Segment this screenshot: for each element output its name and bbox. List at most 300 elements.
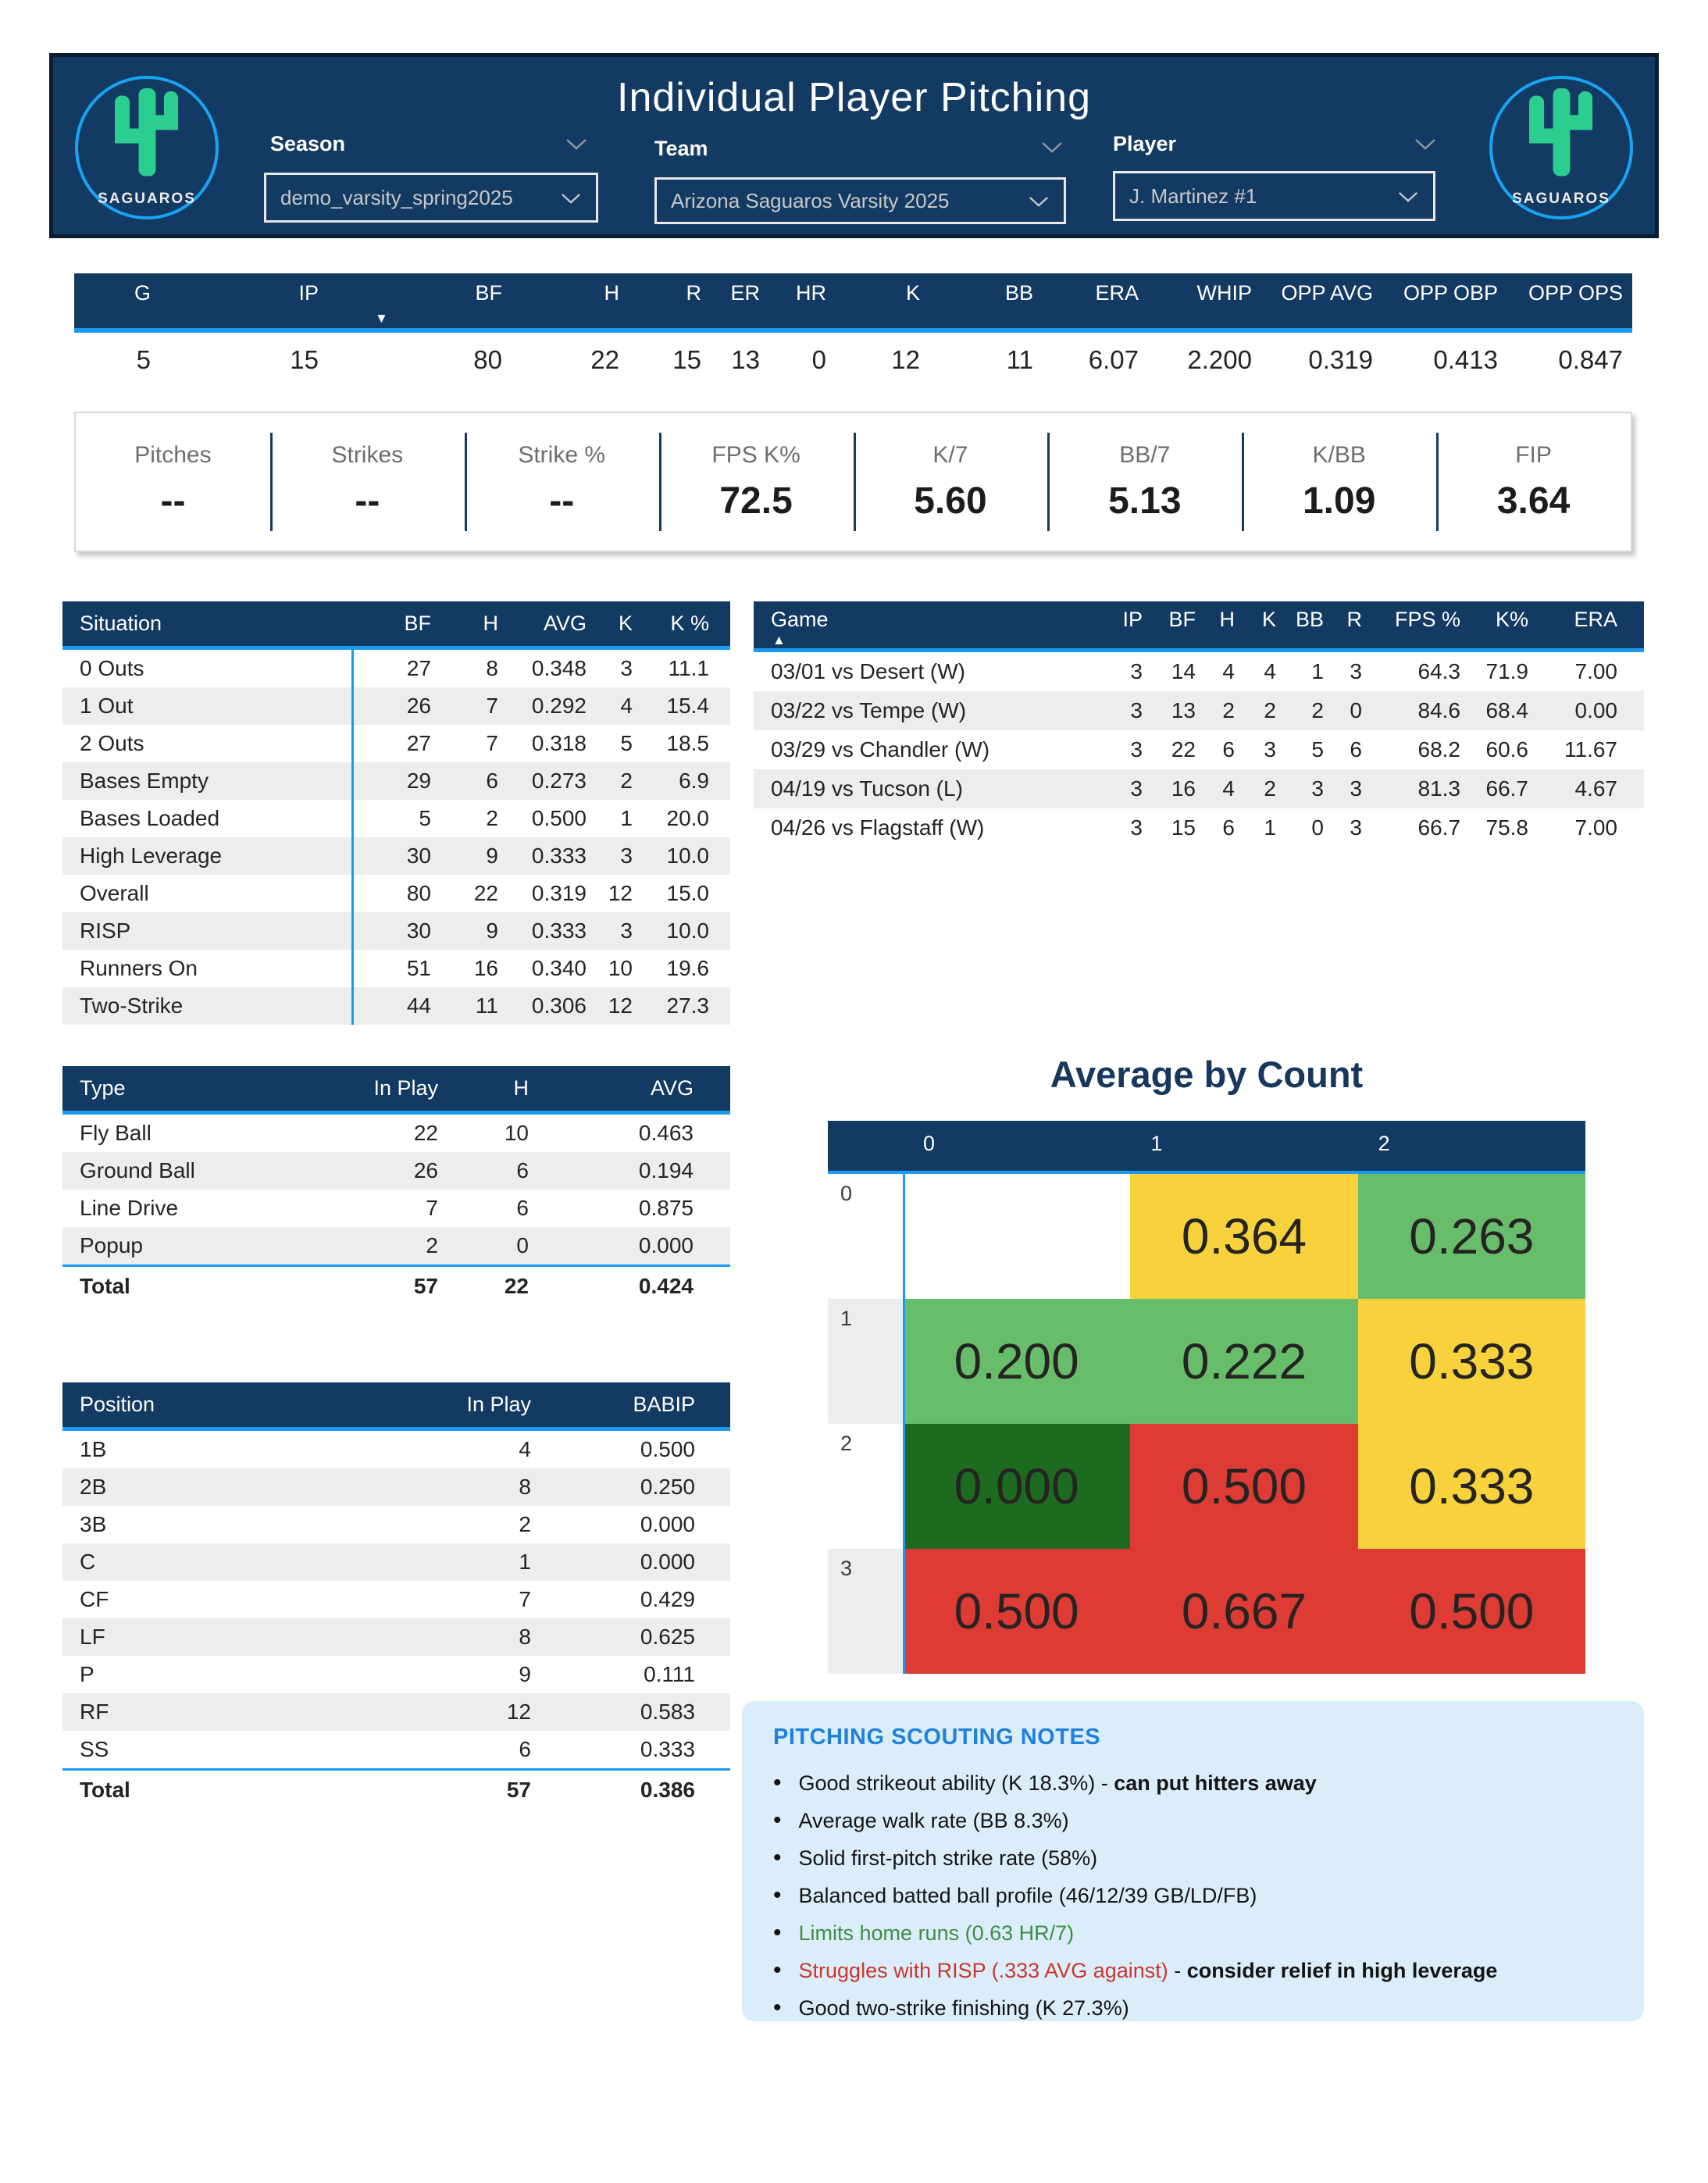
heatmap-cell[interactable] xyxy=(903,1174,1130,1299)
table-row[interactable] xyxy=(754,730,1644,769)
table-cell: 9 xyxy=(486,919,498,943)
column-header-r[interactable]: R xyxy=(1346,608,1362,631)
column-header-situation[interactable]: Situation xyxy=(80,612,162,635)
table-cell: 27 xyxy=(406,731,431,755)
table-row[interactable] xyxy=(62,837,730,875)
table-cell: 0 xyxy=(1311,815,1324,840)
table-cell: 2 xyxy=(1311,698,1324,722)
column-header-ip[interactable]: IP xyxy=(298,281,319,305)
kpi-card-value: 1.09 xyxy=(1302,480,1376,522)
heatmap-row xyxy=(828,1174,1585,1299)
table-cell: 80 xyxy=(406,881,431,905)
table-cell: 3 xyxy=(1264,737,1276,762)
table-cell: 0 Outs xyxy=(80,656,144,680)
table-cell: 6 xyxy=(1222,737,1235,762)
column-header-er[interactable]: ER xyxy=(730,281,760,305)
heatmap-body xyxy=(828,1174,1585,1674)
table-cell: 0.318 xyxy=(531,731,587,755)
table-cell: 0.333 xyxy=(531,844,587,868)
table-cell: Ground Ball xyxy=(80,1158,195,1182)
column-header-h[interactable]: H xyxy=(1219,608,1235,631)
heatmap-cell[interactable]: 0.500 xyxy=(903,1549,1130,1674)
table-cell: 11 xyxy=(1006,345,1033,374)
team-dropdown[interactable] xyxy=(654,177,1066,224)
table-cell: 11.67 xyxy=(1564,737,1617,762)
table-cell: 0.413 xyxy=(1433,345,1498,374)
logo-text: SAGUAROS xyxy=(98,190,196,207)
header-banner xyxy=(49,53,1659,238)
position-table-body xyxy=(62,1431,730,1768)
table-row[interactable] xyxy=(62,1731,730,1768)
kpi-card-k-bb xyxy=(1242,413,1436,551)
table-cell: 26 xyxy=(413,1158,438,1182)
player-dropdown-value: J. Martinez #1 xyxy=(1129,184,1257,208)
table-cell: 04/19 vs Tucson (L) xyxy=(771,776,963,801)
table-cell: 22 xyxy=(1171,737,1196,762)
column-header-era[interactable]: ERA xyxy=(1095,281,1139,305)
column-header-h[interactable]: H xyxy=(604,281,619,305)
column-header-k[interactable]: K xyxy=(905,281,920,305)
table-cell: 0.306 xyxy=(531,993,587,1018)
column-header-opp-avg[interactable]: OPP AVG xyxy=(1281,281,1373,305)
table-cell: 1 xyxy=(1311,659,1324,683)
table-cell: 66.7 xyxy=(1417,815,1460,840)
heatmap-column-header[interactable]: 1 xyxy=(1150,1132,1163,1155)
table-cell: 57 xyxy=(506,1777,531,1802)
table-cell: 3 xyxy=(1130,659,1143,683)
column-divider-line xyxy=(903,1174,905,1674)
heatmap-row xyxy=(828,1299,1585,1424)
table-row[interactable] xyxy=(74,333,1632,398)
situation-split-table xyxy=(62,601,730,1025)
table-cell: 3B xyxy=(80,1512,107,1536)
table-cell: 4 xyxy=(1222,659,1235,683)
table-cell: 0.273 xyxy=(531,769,587,793)
table-row[interactable] xyxy=(754,652,1644,691)
column-header-k-[interactable]: K % xyxy=(670,612,709,635)
table-cell: 1 Out xyxy=(80,694,134,718)
heatmap-cell[interactable]: 0.263 xyxy=(1358,1174,1585,1299)
table-cell: Popup xyxy=(80,1233,143,1257)
chevron-down-icon xyxy=(1028,189,1050,213)
table-cell: 0.500 xyxy=(640,1437,695,1461)
column-header-k-[interactable]: K% xyxy=(1495,608,1528,631)
table-cell: 15.0 xyxy=(666,881,709,905)
column-header-fps-[interactable]: FPS % xyxy=(1394,608,1460,631)
column-header-avg[interactable]: AVG xyxy=(543,612,587,635)
table-cell: Line Drive xyxy=(80,1196,179,1220)
table-cell: 30 xyxy=(406,919,431,943)
table-cell: 10 xyxy=(608,956,633,980)
column-header-k[interactable]: K xyxy=(1261,608,1276,631)
table-row[interactable] xyxy=(62,1227,730,1264)
note-text: Limits home runs (0.63 HR/7) xyxy=(798,1921,1075,1945)
column-header-in-play[interactable]: In Play xyxy=(373,1076,438,1100)
table-cell: 22 xyxy=(504,1273,529,1298)
table-cell: CF xyxy=(80,1587,109,1611)
kpi-card-bb-7 xyxy=(1047,413,1242,551)
table-cell: 19.6 xyxy=(666,956,709,980)
kpi-card-label: Strike % xyxy=(518,441,606,468)
table-cell: 6 xyxy=(516,1196,529,1220)
table-cell: 75.8 xyxy=(1485,815,1528,840)
kpi-card-label: Pitches xyxy=(134,441,212,468)
column-header-ip[interactable]: IP xyxy=(1122,608,1143,631)
table-cell: Bases Loaded xyxy=(80,806,220,830)
table-cell: 27.3 xyxy=(666,993,709,1018)
table-cell: 7 xyxy=(519,1587,531,1611)
column-header-game[interactable]: Game ▲ xyxy=(771,608,829,647)
triangle-down-icon: ▼ xyxy=(375,311,388,326)
table-cell: 68.2 xyxy=(1417,737,1460,762)
note-text: Struggles with RISP (.333 AVG against) xyxy=(798,1959,1168,1982)
heatmap-cell[interactable]: 0.364 xyxy=(1130,1174,1357,1299)
table-cell: 15 xyxy=(290,345,319,374)
table-cell: 12 xyxy=(608,881,633,905)
column-header-h[interactable]: H xyxy=(483,612,498,635)
table-cell: 2 xyxy=(486,806,498,830)
table-cell: 0.333 xyxy=(531,919,587,943)
table-cell: 0.319 xyxy=(531,881,587,905)
table-cell: 5 xyxy=(136,345,151,374)
column-header-bf[interactable]: BF ▼ xyxy=(375,281,502,326)
kpi-card-value: -- xyxy=(160,480,186,522)
table-cell: 3 xyxy=(1350,776,1362,801)
table-cell: 0.463 xyxy=(638,1121,694,1145)
kpi-card-label: BB/7 xyxy=(1119,441,1171,468)
note-text: consider relief in high leverage xyxy=(1186,1959,1498,1982)
table-cell: 20.0 xyxy=(666,806,709,830)
table-cell: 12 xyxy=(506,1700,531,1724)
heatmap-row-label: 3 xyxy=(828,1549,903,1674)
table-cell: 10.0 xyxy=(666,919,709,943)
table-row[interactable] xyxy=(62,1190,730,1227)
table-cell: 2 Outs xyxy=(80,731,144,755)
table-cell: 9 xyxy=(519,1662,531,1686)
scouting-notes-title: PITCHING SCOUTING NOTES xyxy=(773,1725,1101,1750)
table-cell: 3 xyxy=(620,656,633,680)
table-row[interactable] xyxy=(62,950,730,987)
table-cell: 12 xyxy=(608,993,633,1018)
scouting-notes-list xyxy=(773,1764,1613,2027)
table-cell: Total xyxy=(80,1273,130,1298)
column-header-bb[interactable]: BB xyxy=(1295,608,1324,631)
situation-table-header xyxy=(62,601,730,646)
column-header-opp-obp[interactable]: OPP OBP xyxy=(1403,281,1498,305)
heatmap-row xyxy=(828,1424,1585,1549)
player-slicer-label: Player xyxy=(1113,132,1177,155)
table-row[interactable] xyxy=(62,725,730,762)
kpi-card-label: K/BB xyxy=(1312,441,1366,468)
table-cell: 8 xyxy=(486,656,498,680)
kpi-card-label: FIP xyxy=(1515,441,1552,468)
type-table-header xyxy=(62,1066,730,1111)
table-cell: 84.6 xyxy=(1417,698,1460,722)
table-cell: 12 xyxy=(891,345,920,374)
note-text: Average walk rate (BB 8.3%) xyxy=(798,1809,1069,1832)
table-cell: 2 xyxy=(620,769,633,793)
table-row[interactable] xyxy=(62,1693,730,1731)
table-row[interactable] xyxy=(62,1656,730,1693)
table-cell: 7 xyxy=(486,731,498,755)
heatmap-title: Average by Count xyxy=(1050,1054,1364,1095)
table-row[interactable] xyxy=(754,691,1644,730)
note-text: Good two-strike finishing (K 27.3%) xyxy=(798,1996,1129,2020)
kpi-card-fps-k- xyxy=(659,413,854,551)
table-cell: 0.333 xyxy=(640,1737,695,1761)
table-cell: 6.9 xyxy=(679,769,709,793)
table-cell: 2 xyxy=(1264,776,1276,801)
table-cell: RISP xyxy=(80,919,131,943)
heatmap-corner-cell xyxy=(828,1121,903,1171)
season-dropdown-value: demo_varsity_spring2025 xyxy=(280,185,513,209)
table-row[interactable] xyxy=(62,800,730,837)
table-cell: 03/22 vs Tempe (W) xyxy=(771,698,967,722)
note-item xyxy=(773,1877,1613,1914)
table-cell: RF xyxy=(80,1700,109,1724)
table-row[interactable] xyxy=(62,1543,730,1581)
season-dropdown[interactable] xyxy=(264,173,598,223)
kpi-card-value: 3.64 xyxy=(1496,480,1571,522)
position-babip-table xyxy=(62,1382,730,1809)
table-row[interactable] xyxy=(62,875,730,912)
heatmap-cell[interactable]: 0.333 xyxy=(1358,1299,1585,1424)
note-item xyxy=(773,1764,1613,1802)
column-header-hr[interactable]: HR xyxy=(796,281,826,305)
kpi-card-label: Strikes xyxy=(331,441,404,468)
heatmap-header-row xyxy=(828,1121,1585,1171)
chevron-down-icon[interactable] xyxy=(1040,141,1064,158)
table-cell: 7 xyxy=(426,1196,438,1220)
column-header-bb[interactable]: BB xyxy=(1004,281,1033,305)
position-table-header xyxy=(62,1382,730,1427)
column-header-r[interactable]: R xyxy=(686,281,701,305)
table-cell: Bases Empty xyxy=(80,769,209,793)
table-cell: P xyxy=(80,1662,94,1686)
column-header-in-play[interactable]: In Play xyxy=(466,1393,531,1416)
table-cell: 0.194 xyxy=(638,1158,694,1182)
table-row[interactable] xyxy=(62,1618,730,1656)
table-cell: 5 xyxy=(1311,737,1324,762)
table-cell: 27 xyxy=(406,656,431,680)
table-cell: 0.319 xyxy=(1308,345,1373,374)
table-cell: 3 xyxy=(1311,776,1324,801)
chevron-down-icon xyxy=(1397,184,1419,209)
table-cell: 80 xyxy=(473,345,502,374)
table-row[interactable] xyxy=(754,808,1644,847)
column-header-h[interactable]: H xyxy=(513,1076,529,1100)
heatmap-column-header[interactable]: 0 xyxy=(923,1132,936,1155)
table-row[interactable] xyxy=(62,1152,730,1190)
table-cell: 4 xyxy=(519,1437,531,1461)
table-cell: High Leverage xyxy=(80,844,223,868)
batted-ball-type-table xyxy=(62,1066,730,1305)
table-cell: 66.7 xyxy=(1485,776,1528,801)
table-cell: 0.111 xyxy=(644,1662,695,1686)
table-cell: 0.000 xyxy=(638,1233,694,1257)
note-item xyxy=(773,1914,1613,1952)
table-cell: 5 xyxy=(620,731,633,755)
column-header-position[interactable]: Position xyxy=(80,1393,155,1416)
table-cell: Two-Strike xyxy=(80,993,184,1018)
scouting-notes-panel xyxy=(742,1701,1644,2021)
column-header-opp-ops[interactable]: OPP OPS xyxy=(1528,281,1623,305)
table-cell: 8 xyxy=(519,1625,531,1649)
heatmap-cell[interactable]: 0.667 xyxy=(1130,1549,1357,1674)
table-cell: 2 xyxy=(1222,698,1235,722)
summary-table-body xyxy=(74,333,1632,398)
table-cell: 0 xyxy=(1350,698,1362,722)
table-cell: 60.6 xyxy=(1485,737,1528,762)
table-cell: 0 xyxy=(811,345,826,374)
column-header-type[interactable]: Type xyxy=(80,1076,126,1100)
table-cell: 0.625 xyxy=(640,1625,695,1649)
table-cell: LF xyxy=(80,1625,105,1649)
kpi-card-row xyxy=(74,412,1632,552)
table-row[interactable] xyxy=(62,1115,730,1152)
game-log-table xyxy=(754,601,1644,847)
heatmap-cell[interactable]: 0.500 xyxy=(1358,1549,1585,1674)
table-cell: 6 xyxy=(519,1737,531,1761)
table-cell: 68.4 xyxy=(1485,698,1528,722)
team-slicer-label: Team xyxy=(654,137,708,160)
table-cell: 2.200 xyxy=(1187,345,1252,374)
table-cell: 71.9 xyxy=(1485,659,1528,683)
table-cell: 57 xyxy=(413,1273,438,1298)
heatmap-column-header[interactable]: 2 xyxy=(1378,1132,1390,1155)
kpi-card-strikes xyxy=(270,413,465,551)
kpi-card-fip xyxy=(1436,413,1631,551)
game-table-body xyxy=(754,652,1644,847)
table-cell: 29 xyxy=(406,769,431,793)
table-cell: 13 xyxy=(731,345,760,374)
column-header-babip[interactable]: BABIP xyxy=(633,1393,695,1416)
table-cell: Runners On xyxy=(80,956,198,980)
table-cell: 3 xyxy=(1350,815,1362,840)
note-text: Good strikeout ability (K 18.3%) - xyxy=(798,1771,1114,1795)
heatmap-cell[interactable]: 0.333 xyxy=(1358,1424,1585,1549)
table-cell: 4.67 xyxy=(1574,776,1617,801)
table-cell: 7 xyxy=(486,694,498,718)
table-cell: 15 xyxy=(672,345,701,374)
table-cell: 0.348 xyxy=(531,656,587,680)
table-cell: 0.00 xyxy=(1574,698,1617,722)
table-cell: 1 xyxy=(1264,815,1276,840)
column-header-k[interactable]: K xyxy=(618,612,633,635)
table-row[interactable] xyxy=(62,687,730,725)
page-title: Individual Player Pitching xyxy=(617,75,1091,120)
table-cell: 4 xyxy=(1264,659,1276,683)
heatmap-row xyxy=(828,1549,1585,1674)
kpi-card-value: 5.13 xyxy=(1108,480,1182,522)
table-cell: 0 xyxy=(516,1233,529,1257)
table-cell: 15.4 xyxy=(666,694,709,718)
kpi-card-value: -- xyxy=(549,480,575,522)
player-dropdown[interactable] xyxy=(1113,171,1435,221)
table-cell: 0.000 xyxy=(640,1512,695,1536)
table-row[interactable] xyxy=(62,762,730,800)
table-row[interactable] xyxy=(62,1506,730,1543)
kpi-card-label: K/7 xyxy=(932,441,968,468)
table-cell: 5 xyxy=(419,806,431,830)
table-cell: 03/01 vs Desert (W) xyxy=(771,659,965,683)
table-cell: 0.583 xyxy=(640,1700,695,1724)
chevron-down-icon[interactable] xyxy=(565,138,588,155)
heatmap-cell[interactable]: 0.500 xyxy=(1130,1424,1357,1549)
table-cell: 3 xyxy=(1130,776,1143,801)
table-cell: 30 xyxy=(406,844,431,868)
table-cell: 1 xyxy=(620,806,633,830)
table-row[interactable] xyxy=(62,987,730,1025)
table-cell: 9 xyxy=(486,844,498,868)
table-cell: 0.500 xyxy=(531,806,587,830)
table-row[interactable] xyxy=(754,769,1644,808)
column-header-era[interactable]: ERA xyxy=(1574,608,1617,631)
column-header-bf[interactable]: BF xyxy=(404,612,431,635)
table-cell: 22 xyxy=(413,1121,438,1145)
table-cell: 0.429 xyxy=(640,1587,695,1611)
table-cell: C xyxy=(80,1550,96,1574)
table-row[interactable] xyxy=(62,1431,730,1468)
triangle-up-icon: ▲ xyxy=(772,633,786,647)
kpi-card-label: FPS K% xyxy=(711,441,801,468)
table-cell: 4 xyxy=(1222,776,1235,801)
table-cell: 3 xyxy=(1130,698,1143,722)
table-cell: 16 xyxy=(473,956,498,980)
table-cell: 15 xyxy=(1171,815,1196,840)
season-summary-table xyxy=(74,273,1632,398)
heatmap-row-label: 2 xyxy=(828,1424,903,1549)
table-cell: 81.3 xyxy=(1417,776,1460,801)
table-cell: 11 xyxy=(475,993,498,1018)
note-text: can put hitters away xyxy=(1114,1771,1317,1795)
table-row[interactable] xyxy=(62,912,730,950)
table-cell: 0.847 xyxy=(1558,345,1623,374)
table-cell: 3 xyxy=(620,919,633,943)
game-table-header xyxy=(754,601,1644,648)
column-header-whip[interactable]: WHIP xyxy=(1196,281,1252,305)
kpi-card-pitches xyxy=(76,413,270,551)
table-cell: 0.340 xyxy=(531,956,587,980)
table-cell: 11.1 xyxy=(668,656,709,680)
table-cell: 4 xyxy=(620,694,633,718)
heatmap-cell[interactable]: 0.222 xyxy=(1130,1299,1357,1424)
table-cell: Overall xyxy=(80,881,149,905)
table-cell: 22 xyxy=(473,881,498,905)
table-row[interactable] xyxy=(62,1581,730,1618)
column-header-g[interactable]: G xyxy=(134,281,151,305)
table-row[interactable] xyxy=(62,1468,730,1506)
kpi-card-value: 72.5 xyxy=(719,480,793,522)
team-dropdown-value: Arizona Saguaros Varsity 2025 xyxy=(671,188,950,212)
average-by-count-heatmap xyxy=(828,1121,1585,1674)
column-header-bf[interactable]: BF xyxy=(1168,608,1196,631)
table-row[interactable] xyxy=(62,650,730,687)
column-header-avg[interactable]: AVG xyxy=(650,1076,694,1100)
table-cell: 2 xyxy=(519,1512,531,1536)
chevron-down-icon[interactable] xyxy=(1414,138,1437,155)
heatmap-cell[interactable]: 0.200 xyxy=(903,1299,1130,1424)
table-cell: 1 xyxy=(519,1550,531,1574)
table-cell: 22 xyxy=(590,345,619,374)
table-cell: 10 xyxy=(504,1121,529,1145)
heatmap-cell[interactable]: 0.000 xyxy=(903,1424,1130,1549)
table-cell: 2 xyxy=(426,1233,438,1257)
situation-table-body xyxy=(62,650,730,1025)
table-cell: SS xyxy=(80,1737,109,1761)
table-cell: 0.000 xyxy=(640,1550,695,1574)
kpi-card-value: 5.60 xyxy=(914,480,987,522)
